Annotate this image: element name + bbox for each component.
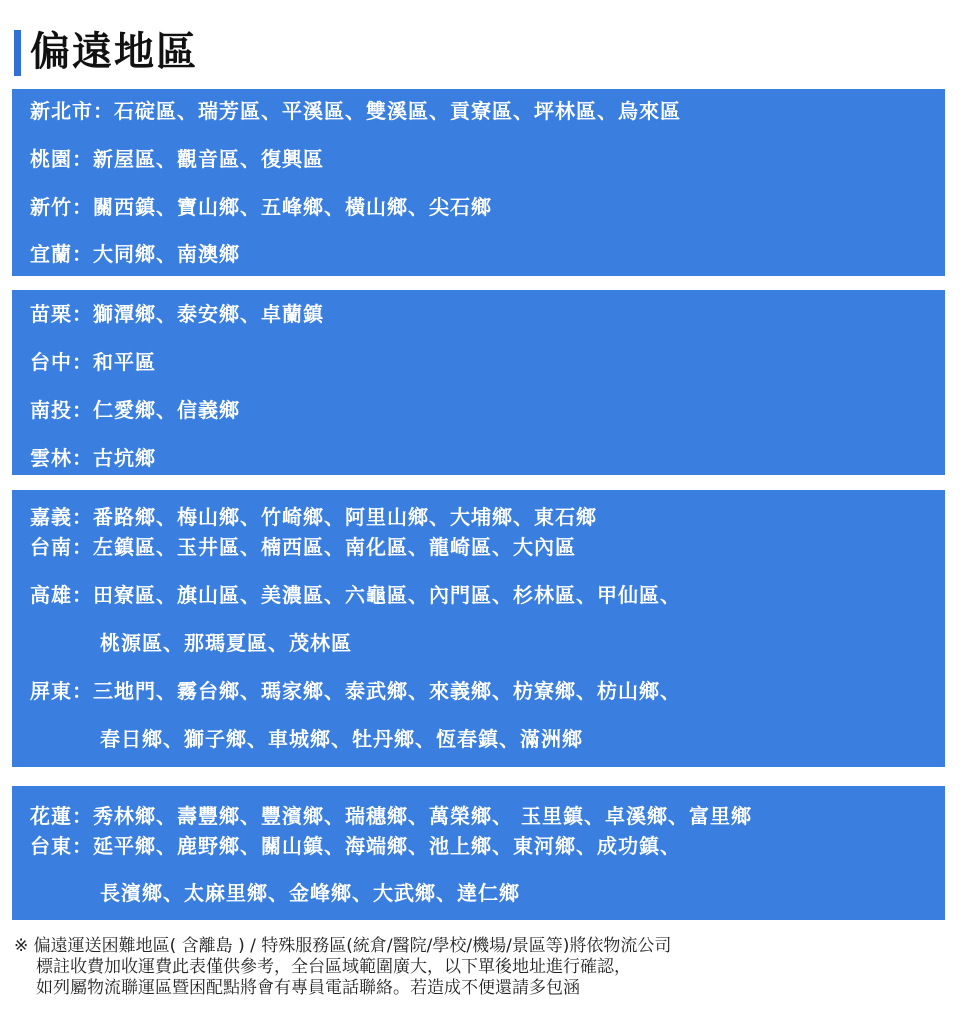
region-row-continued: 長濱鄉、太麻里鄉、金峰鄉、大武鄉、達仁鄉 bbox=[100, 881, 520, 905]
footnote-line: 如列屬物流聯運區暨困配點將會有專員電話聯絡。若造成不便還請多包涵 bbox=[36, 978, 580, 998]
region-row: 苗栗：獅潭鄉、泰安鄉、卓蘭鎮 bbox=[30, 302, 324, 326]
region-row: 台東：延平鄉、鹿野鄉、關山鎮、海端鄉、池上鄉、東河鄉、成功鎮、 bbox=[30, 834, 681, 858]
region-row: 花蓮：秀林鄉、壽豐鄉、豐濱鄉、瑞穗鄉、萬榮鄉、 玉里鎮、卓溪鄉、富里鄉 bbox=[30, 804, 752, 828]
region-block-central bbox=[12, 290, 945, 475]
footnote-line: ※ 偏遠運送困難地區( 含離島 ) / 特殊服務區(統倉/醫院/學校/機場/景區等)將依物流公司 bbox=[14, 936, 672, 956]
title-accent-bar bbox=[14, 30, 21, 76]
region-row: 雲林：古坑鄉 bbox=[30, 446, 156, 470]
footnote bbox=[14, 936, 914, 999]
footnote-line: 標註收費加收運費此表僅供參考，全台區域範圍廣大，以下單後地址進行確認， bbox=[36, 957, 631, 977]
region-row: 台南：左鎮區、玉井區、楠西區、南化區、龍崎區、大內區 bbox=[30, 535, 576, 559]
region-block-north bbox=[12, 89, 945, 276]
region-row-continued: 桃源區、那瑪夏區、茂林區 bbox=[100, 631, 352, 655]
region-row: 新竹：關西鎮、寶山鄉、五峰鄉、橫山鄉、尖石鄉 bbox=[30, 195, 492, 219]
region-row: 宜蘭：大同鄉、南澳鄉 bbox=[30, 242, 240, 266]
region-row: 嘉義：番路鄉、梅山鄉、竹崎鄉、阿里山鄉、大埔鄉、東石鄉 bbox=[30, 505, 597, 529]
region-block-east bbox=[12, 786, 945, 920]
region-row: 高雄：田寮區、旗山區、美濃區、六龜區、內門區、杉林區、甲仙區、 bbox=[30, 583, 681, 607]
region-row-continued: 春日鄉、獅子鄉、車城鄉、牡丹鄉、恆春鎮、滿洲鄉 bbox=[100, 727, 583, 751]
page-title: 偏遠地區 bbox=[30, 29, 198, 75]
region-block-south bbox=[12, 490, 945, 767]
region-row: 南投：仁愛鄉、信義鄉 bbox=[30, 398, 240, 422]
region-row: 桃園：新屋區、觀音區、復興區 bbox=[30, 147, 324, 171]
region-row: 台中：和平區 bbox=[30, 350, 156, 374]
region-row: 新北市：石碇區、瑞芳區、平溪區、雙溪區、貢寮區、坪林區、烏來區 bbox=[30, 99, 681, 123]
region-row: 屏東：三地門、霧台鄉、瑪家鄉、泰武鄉、來義鄉、枋寮鄉、枋山鄉、 bbox=[30, 679, 681, 703]
